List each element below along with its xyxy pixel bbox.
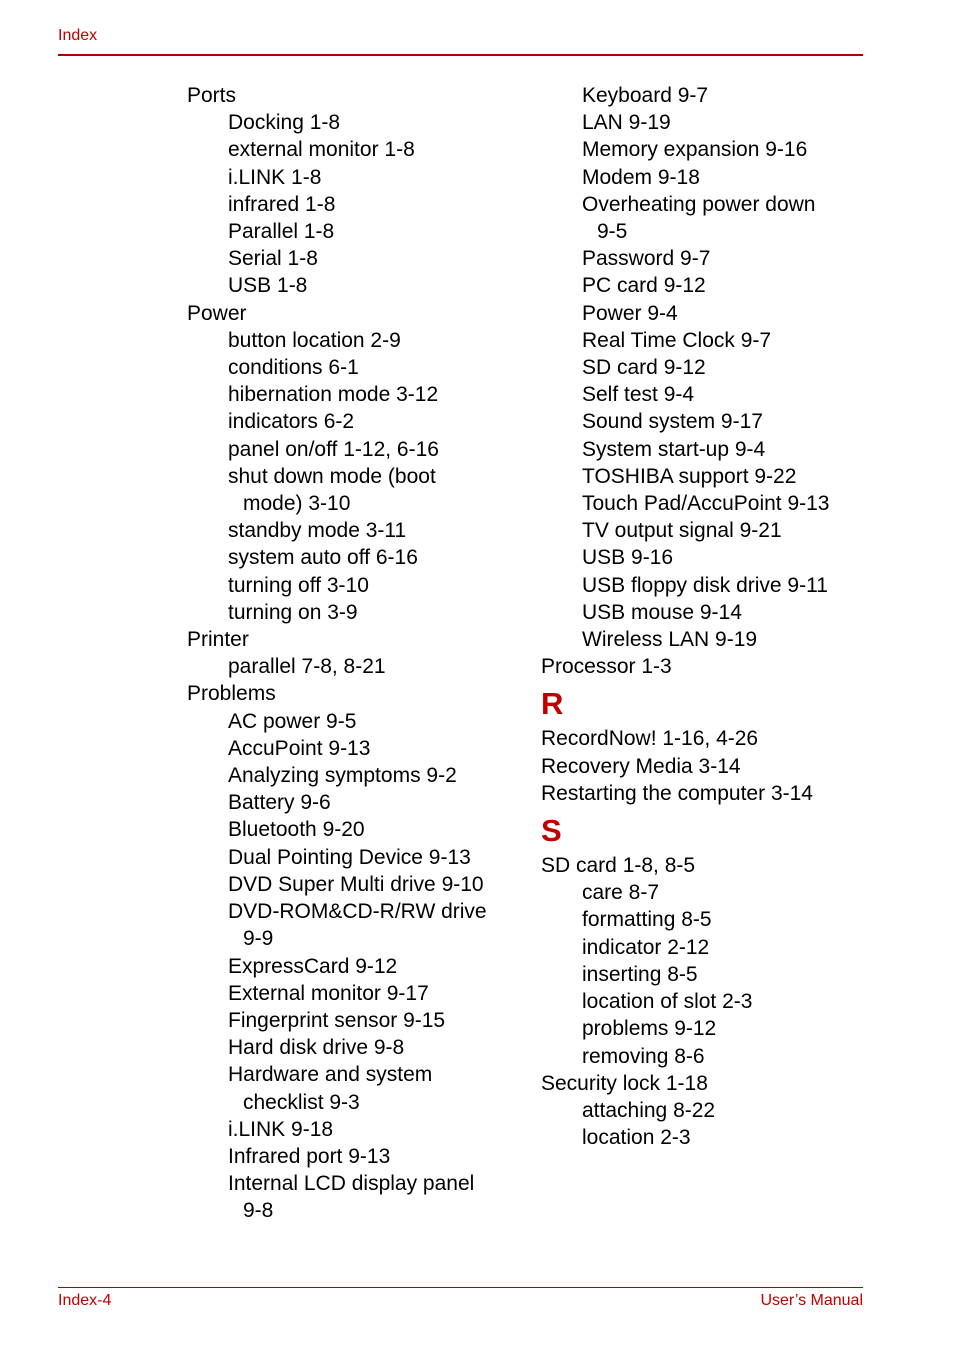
index-entry-text: USB 9-16 bbox=[582, 546, 674, 570]
index-entry bbox=[541, 725, 871, 752]
index-subentry bbox=[541, 408, 871, 435]
index-entry-text: Keyboard 9-7 bbox=[582, 84, 709, 107]
index-entry-text: SD card 1-8, 8-5 bbox=[541, 854, 696, 878]
index-entry-text: Analyzing symptoms 9-2 bbox=[228, 764, 457, 788]
index-subentry bbox=[187, 272, 517, 299]
index-subentry bbox=[541, 109, 871, 136]
index-entry-text: DVD Super Multi drive 9-10 bbox=[228, 872, 484, 896]
index-subentry bbox=[187, 572, 517, 599]
index-subentry bbox=[187, 517, 517, 544]
index-entry bbox=[187, 300, 517, 327]
index-entry-text: RecordNow! 1-16, 4-26 bbox=[541, 727, 759, 751]
index-entry-text: Fingerprint sensor 9-15 bbox=[228, 1008, 446, 1032]
index-entry-text: Infrared port 9-13 bbox=[228, 1144, 391, 1168]
index-subentry bbox=[187, 436, 517, 463]
index-subentry bbox=[541, 879, 871, 906]
index-subentry bbox=[187, 1034, 517, 1061]
index-entry-text: inserting 8-5 bbox=[582, 962, 698, 986]
index-entry-text: Battery 9-6 bbox=[228, 791, 331, 815]
index-entry bbox=[541, 1070, 871, 1097]
index-entry-text: Wireless LAN 9-19 bbox=[582, 628, 758, 652]
index-entry bbox=[187, 680, 517, 707]
index-entry-text: Processor 1-3 bbox=[541, 655, 672, 679]
index-entry-text: Restarting the computer 3-14 bbox=[541, 781, 813, 805]
index-entry-text: Dual Pointing Device 9-13 bbox=[228, 845, 471, 869]
index-subentry bbox=[541, 1043, 871, 1070]
index-entry-text: Docking 1-8 bbox=[228, 111, 341, 135]
index-entry-text: Sound system 9-17 bbox=[582, 410, 763, 434]
index-subentry bbox=[541, 381, 871, 408]
index-subentry bbox=[187, 816, 517, 843]
index-subentry bbox=[541, 300, 871, 327]
index-entry bbox=[187, 626, 517, 653]
index-entry-text: LAN 9-19 bbox=[582, 111, 671, 135]
index-subentry bbox=[541, 354, 871, 381]
index-subentry bbox=[541, 1124, 871, 1151]
index-subentry bbox=[187, 109, 517, 136]
index-section-letter: R bbox=[541, 686, 564, 722]
index-column-right bbox=[541, 82, 871, 1151]
manual-title: User’s Manual bbox=[760, 1292, 863, 1309]
index-subentry bbox=[541, 191, 871, 245]
index-subentry bbox=[187, 327, 517, 354]
index-entry-text: Printer bbox=[187, 628, 249, 652]
index-entry-text: panel on/off 1-12, 6-16 bbox=[228, 437, 439, 461]
index-subentry bbox=[541, 272, 871, 299]
index-subentry bbox=[541, 988, 871, 1015]
index-subentry bbox=[187, 1061, 517, 1115]
index-entry-text: conditions 6-1 bbox=[228, 356, 359, 380]
index-entry-text: SD card 9-12 bbox=[582, 356, 706, 380]
index-subentry bbox=[187, 898, 517, 952]
index-entry-continuation: checklist 9-3 bbox=[243, 1090, 360, 1114]
index-entry-text: DVD-ROM&CD-R/RW drive bbox=[228, 900, 487, 924]
index-entry-text: Touch Pad/AccuPoint 9-13 bbox=[582, 492, 830, 516]
index-entry-text: external monitor 1-8 bbox=[228, 138, 415, 162]
index-entry-text: indicator 2-12 bbox=[582, 935, 710, 959]
index-section-letter: S bbox=[541, 813, 562, 849]
index-column-left bbox=[187, 82, 517, 1225]
index-subentry bbox=[187, 735, 517, 762]
index-entry-text: Power bbox=[187, 301, 247, 325]
running-header-title: Index bbox=[58, 27, 98, 44]
index-entry bbox=[187, 82, 517, 109]
index-entry-text: ExpressCard 9-12 bbox=[228, 954, 398, 978]
index-entry-text: System start-up 9-4 bbox=[582, 437, 766, 461]
index-entry-text: Parallel 1-8 bbox=[228, 220, 335, 244]
index-subentry bbox=[187, 1170, 517, 1224]
index-entry-text: turning on 3-9 bbox=[228, 600, 358, 624]
index-entry-text: care 8-7 bbox=[582, 881, 660, 905]
index-subentry bbox=[187, 871, 517, 898]
index-subentry bbox=[187, 218, 517, 245]
index-subentry bbox=[187, 544, 517, 571]
index-subentry bbox=[541, 934, 871, 961]
index-subentry bbox=[187, 653, 517, 680]
index-subentry bbox=[541, 490, 871, 517]
index-entry-text: AccuPoint 9-13 bbox=[228, 736, 371, 760]
index-entry bbox=[541, 653, 871, 680]
index-subentry bbox=[541, 626, 871, 653]
index-subentry bbox=[187, 708, 517, 735]
index-subentry bbox=[187, 1116, 517, 1143]
index-entry-text: i.LINK 9-18 bbox=[228, 1117, 334, 1141]
index-subentry bbox=[187, 599, 517, 626]
index-entry-text: turning off 3-10 bbox=[228, 573, 369, 597]
header-rule bbox=[58, 54, 863, 56]
index-entry-text: Hardware and system bbox=[228, 1063, 433, 1087]
index-subentry bbox=[187, 191, 517, 218]
index-subentry bbox=[187, 245, 517, 272]
index-entry-text: USB floppy disk drive 9-11 bbox=[582, 573, 828, 597]
index-entry-text: AC power 9-5 bbox=[228, 709, 357, 733]
index-subentry bbox=[541, 1015, 871, 1042]
index-entry-text: Problems bbox=[187, 682, 276, 706]
index-entry-text: infrared 1-8 bbox=[228, 192, 336, 216]
index-subentry bbox=[187, 408, 517, 435]
index-entry-continuation: 9-9 bbox=[243, 927, 274, 951]
index-entry-text: button location 2-9 bbox=[228, 328, 401, 352]
index-entry-text: USB mouse 9-14 bbox=[582, 600, 742, 624]
index-subentry bbox=[187, 463, 517, 517]
index-entry-text: Power 9-4 bbox=[582, 301, 678, 325]
index-entry-text: problems 9-12 bbox=[582, 1017, 717, 1041]
index-entry-text: hibernation mode 3-12 bbox=[228, 383, 439, 407]
index-entry-text: PC card 9-12 bbox=[582, 274, 706, 298]
index-subentry bbox=[187, 1143, 517, 1170]
index-entry-text: parallel 7-8, 8-21 bbox=[228, 655, 386, 679]
index-subentry bbox=[541, 517, 871, 544]
index-subentry bbox=[187, 164, 517, 191]
index-subentry bbox=[187, 1007, 517, 1034]
index-entry bbox=[541, 780, 871, 807]
index-entry-text: shut down mode (boot bbox=[228, 464, 436, 488]
index-entry-text: location of slot 2-3 bbox=[582, 990, 753, 1014]
index-entry-text: Modem 9-18 bbox=[582, 165, 700, 189]
index-subentry bbox=[187, 136, 517, 163]
index-entry-text: TV output signal 9-21 bbox=[582, 519, 782, 543]
index-subentry bbox=[187, 844, 517, 871]
index-subentry bbox=[187, 980, 517, 1007]
index-subentry bbox=[541, 599, 871, 626]
page-number: Index-4 bbox=[58, 1292, 112, 1309]
index-entry-text: attaching 8-22 bbox=[582, 1098, 716, 1122]
index-subentry bbox=[187, 953, 517, 980]
index-entry-text: TOSHIBA support 9-22 bbox=[582, 464, 797, 488]
index-entry-continuation: 9-5 bbox=[597, 220, 628, 244]
index-entry bbox=[541, 753, 871, 780]
index-entry-text: Ports bbox=[187, 84, 237, 107]
index-subentry bbox=[187, 789, 517, 816]
index-subentry bbox=[541, 961, 871, 988]
index-subentry bbox=[541, 82, 871, 109]
index-entry-text: Recovery Media 3-14 bbox=[541, 754, 741, 778]
index-subentry bbox=[541, 164, 871, 191]
index-entry-text: Serial 1-8 bbox=[228, 247, 318, 271]
index-subentry bbox=[187, 354, 517, 381]
index-entry-text: location 2-3 bbox=[582, 1126, 691, 1150]
index-entry-text: Password 9-7 bbox=[582, 247, 711, 271]
index-entry-text: Internal LCD display panel bbox=[228, 1172, 475, 1196]
index-subentry bbox=[187, 762, 517, 789]
index-entry-text: External monitor 9-17 bbox=[228, 981, 429, 1005]
index-entry-text: i.LINK 1-8 bbox=[228, 165, 322, 189]
index-entry-text: standby mode 3-11 bbox=[228, 519, 407, 543]
index-entry-text: formatting 8-5 bbox=[582, 908, 712, 932]
footer-rule bbox=[58, 1287, 863, 1288]
index-entry-text: Memory expansion 9-16 bbox=[582, 138, 808, 162]
index-entry-text: indicators 6-2 bbox=[228, 410, 355, 434]
index-entry-text: Security lock 1-18 bbox=[541, 1071, 708, 1095]
index-entry-text: Self test 9-4 bbox=[582, 383, 695, 407]
index-entry bbox=[541, 852, 871, 879]
index-entry-text: USB 1-8 bbox=[228, 274, 308, 298]
index-entry-continuation: 9-8 bbox=[243, 1199, 274, 1223]
index-subentry bbox=[541, 572, 871, 599]
index-subentry bbox=[541, 906, 871, 933]
index-subentry bbox=[541, 136, 871, 163]
index-entry-text: Bluetooth 9-20 bbox=[228, 818, 365, 842]
index-subentry bbox=[541, 245, 871, 272]
index-subentry bbox=[541, 544, 871, 571]
index-subentry bbox=[541, 436, 871, 463]
index-entry-text: Overheating power down bbox=[582, 192, 816, 216]
index-entry-text: system auto off 6-16 bbox=[228, 546, 418, 570]
index-entry-text: Real Time Clock 9-7 bbox=[582, 328, 772, 352]
index-subentry bbox=[541, 463, 871, 490]
index-subentry bbox=[541, 327, 871, 354]
index-entry-text: removing 8-6 bbox=[582, 1044, 705, 1068]
index-entry-text: Hard disk drive 9-8 bbox=[228, 1036, 405, 1060]
index-entry-continuation: mode) 3-10 bbox=[243, 492, 351, 516]
index-subentry bbox=[541, 1097, 871, 1124]
index-subentry bbox=[187, 381, 517, 408]
